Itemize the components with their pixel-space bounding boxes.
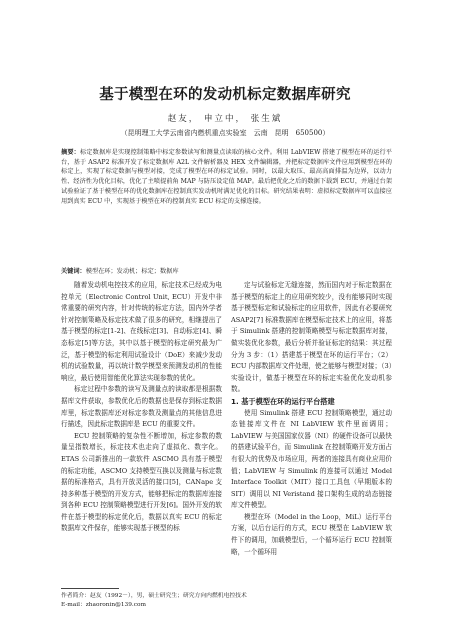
- footnote-divider: [61, 588, 119, 589]
- keywords-label: 关键词：: [61, 268, 86, 275]
- body-paragraph: 使用 Simulink 搭建 ECU 控制策略模型，通过动态链接库文件在 NI LabVIEW 软件里面调用；LabVIEW 与美国国家仪器（NI）的硬件设备可以最快的搭建试验平台，而 Simulink 在控制策略开发方面占有很大的优势及市场应用，两者的连接具有商业应用价值；LabVIEW 与 Simulink 的连接可以通过 Model Interface Toolkit（MIT）接口工具包（早期版本的 SIT）调用以 NI Veristand 接口架构生成的动态链接库文件模型。: [231, 408, 392, 510]
- body-paragraph: 标定过程中参数的读写及测量点的读取都是根据数据库文件获取，参数优化后的数据也是保存到标定数据库里，标定数据库还对标定参数及测量点的其他信息进行描述，因此标定数据库是 ECU 的重要文件。: [61, 385, 222, 429]
- body-paragraph: 定与试验标定无缝连接，然而国内对于标定数据在基于模型的标定上的应用研究较少，没有能够同时实现基于模型标定和试验标定的应用软件，因此有必要研究 ASAP2[7] 标准数据库在模型标定技术上的应用，将基于 Simulink 搭建的控制策略模型与标定数据库对接，做实装优化参数，最后分析并验证标定的结果：其过程分为 3 步：（1）搭建基于模型在环的运行平台；（2）ECU 内部数据库文件处理，使之能够与模型对接；（3）实验设计，做基于模型在环的标定实验优化发动机参数。: [231, 281, 392, 394]
- right-column: [231, 280, 392, 558]
- author-bio: 作者简介：赵友（1992－），男，硕士研究生；研究方向内燃机电控技术: [61, 593, 247, 599]
- body-paragraph: 随着发动机电控技术的应用，标定技术已经成为电控单元（Electronic Control Unit, ECU）开发中非常重要的研究内容，针对传统的标定方法，国内外学者针对控制策略及标定技术做了很多的研究，相继提出了基于模型的标定[1-2]、在线标定[3]、自动标定[4]、瞬态标定[5]等方法，其中以基于模型的标定研究最为广泛，基于模型的标定利用试验设计（DoE）来减少发动机的试验数量，再以统计数学模型来预测发动机的性能响应，最后使用智能优化算法实现参数的优化。: [61, 281, 222, 382]
- body-paragraph: ECU 控制策略的复杂性不断增加，标定参数的数量呈指数增长，标定技术也走向了虚拟化、数字化。ETAS 公司新推出的一款软件 ASCMO 具有基于模型的标定功能，ASCMO 支持模型互换以及测量与标定数据的标准格式，具有开放灵活的接口[5]，CANape 支持多种基于模型的开发方式，能够把标定的数据库连接到各种 ECU 控制策略模型进行开发[6]。国外开发的软件在基于模型的标定优化后，数据以真实 ECU 的标定数据库文件保存，能够实现基于模型的标: [61, 431, 222, 533]
- left-column: [61, 280, 222, 535]
- keywords-block: [61, 266, 392, 275]
- keywords-text: 模型在环；发动机；标定；数据库: [85, 268, 179, 275]
- abstract-block: [61, 148, 392, 206]
- body-paragraph: 模型在环（Model in the Loop，MiL）运行平台方案，以后台运行的方式，ECU 模型在 LabVIEW 软件下的调用，加载模型后，一个循环运行 ECU 控制策略，一个循环用: [231, 512, 392, 556]
- paper-title: 基于模型在环的发动机标定数据库研究: [99, 87, 351, 103]
- abstract-label: 摘要：: [61, 149, 80, 156]
- section-heading: 1. 基于模型在环的运行平台搭建: [231, 396, 335, 406]
- footnote: [61, 592, 392, 610]
- author-email: E-mail：zhaoronin@139.com: [61, 602, 147, 608]
- affiliation: （昆明理工大学云南省内燃机重点实验室 云南 昆明 650500）: [120, 129, 330, 137]
- author-list: 赵友， 申立中， 张生斌: [167, 114, 283, 124]
- abstract-text: 标定数据库是实现控制策略中标定参数读写和测量点读取的核心文件。利用 LabVIEW 搭建了模型在环的运行平台，基于 ASAP2 标准开发了标定数据库 A2L 文件解析器及 HEX 文件编辑器，并把标定数据库文件应用到模型在环的标定上，实现了标定数据与模型对接，完成了模型在环的标定试验。同时，以最大取压、最高高面排温为边界，以动力性、经济性为优化目标，优化了主喷提前角 MAP 与防压设定值 MAP。最后把优化之后的数据下载到 ECU，并通过台架试验验证了基于模型在环的优化数据库在控制真实发动机时满足优化的目标。研究结果表明：虚拟标定数据库可以直接应用到真实 ECU 中，实现基于模型在环的控制真实 ECU 标定的支撑连接。: [61, 149, 392, 205]
